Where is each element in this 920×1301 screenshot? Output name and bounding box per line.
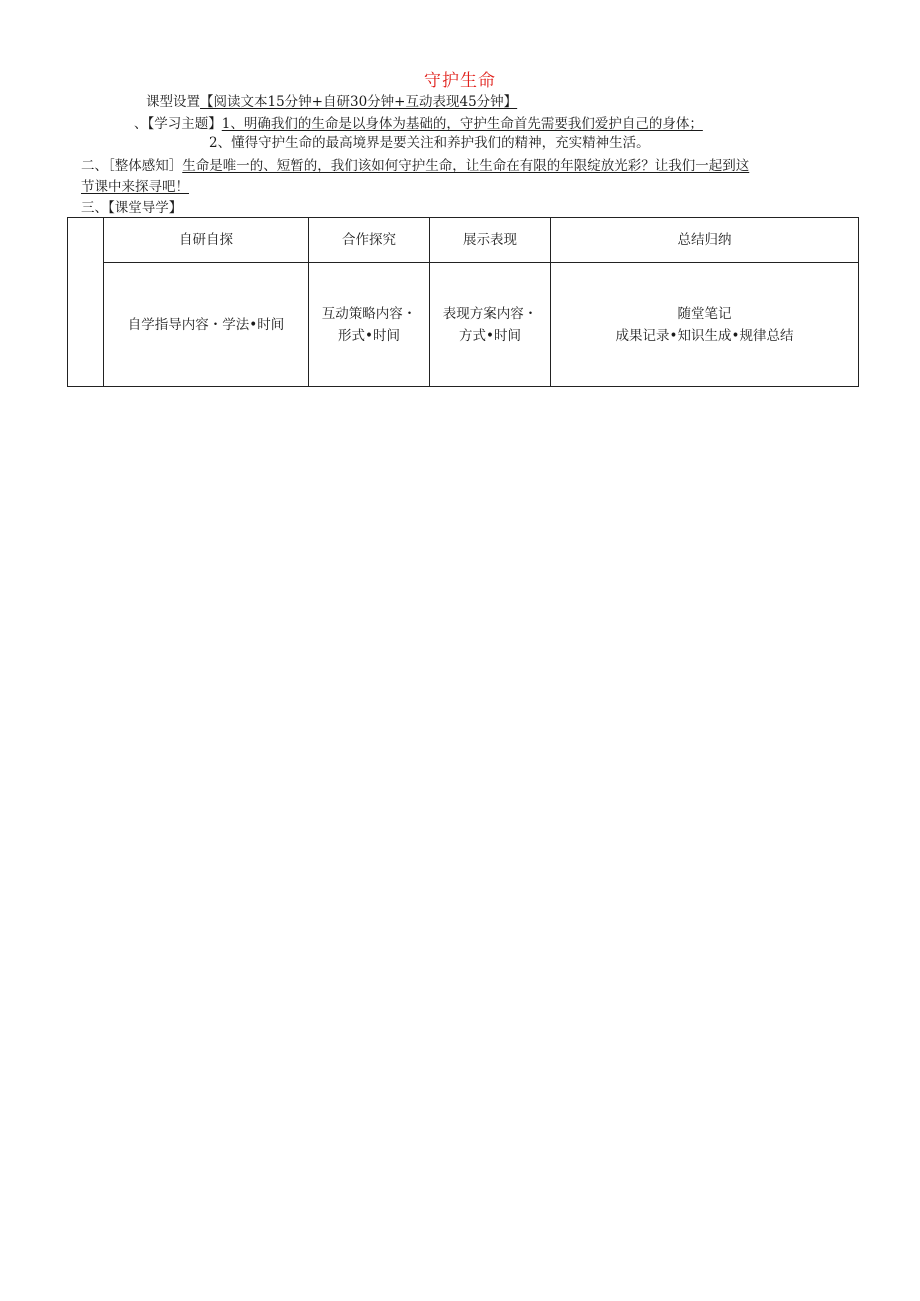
overall-perception-continued [81,178,189,196]
table-header-row [68,218,859,263]
cell-summary-line-1: 随堂笔记 [677,305,732,322]
learning-theme-item-1: 1、明确我们的生命是以身体为基础的，守护生命首先需要我们爱护自己的身体； [221,116,703,132]
learning-theme [134,115,703,133]
overall-perception-text-1: 生命是唯一的、短暂的，我们该如何守护生命，让生命在有限的年限绽放光彩？让我们一起到这 [182,158,750,174]
classroom-guide-heading: 三、【课堂导学】 [81,200,183,216]
header-display: 展示表现 [430,218,551,263]
overall-perception-prefix: 二、［整体感知］ [81,158,183,174]
course-setting [146,93,517,111]
cell-summary-line-2: 成果记录•知识生成•规律总结 [615,327,794,344]
classroom-guide-table [67,217,859,387]
cell-display-line-1: 表现方案内容・ [442,305,538,322]
cell-cooperation-line-2: 形式•时间 [338,327,400,344]
header-summary: 总结归纳 [551,218,859,263]
cell-summary [551,263,859,387]
cell-display [430,263,551,387]
overall-perception [81,157,749,175]
cell-cooperation [309,263,430,387]
course-setting-value: 【阅读文本15分钟+自研30分钟+互动表现45分钟】 [200,94,518,110]
table-side-cell [68,218,104,387]
learning-theme-item-2: 2、懂得守护生命的最高境界是要关注和养护我们的精神，充实精神生活。 [209,135,650,151]
cell-self-study: 自学指导内容・学法•时间 [104,263,309,387]
cell-display-line-2: 方式•时间 [459,327,521,344]
header-self-study: 自研自探 [104,218,309,263]
learning-theme-prefix: 、【学习主题】 [134,116,222,132]
overall-perception-text-2: 节课中来探寻吧！ [81,179,189,195]
table-row [68,263,859,387]
cell-cooperation-line-1: 互动策略内容・ [321,305,417,322]
course-setting-label: 课型设置 [146,94,200,110]
header-cooperation: 合作探究 [309,218,430,263]
page-title: 守护生命 [424,71,496,91]
